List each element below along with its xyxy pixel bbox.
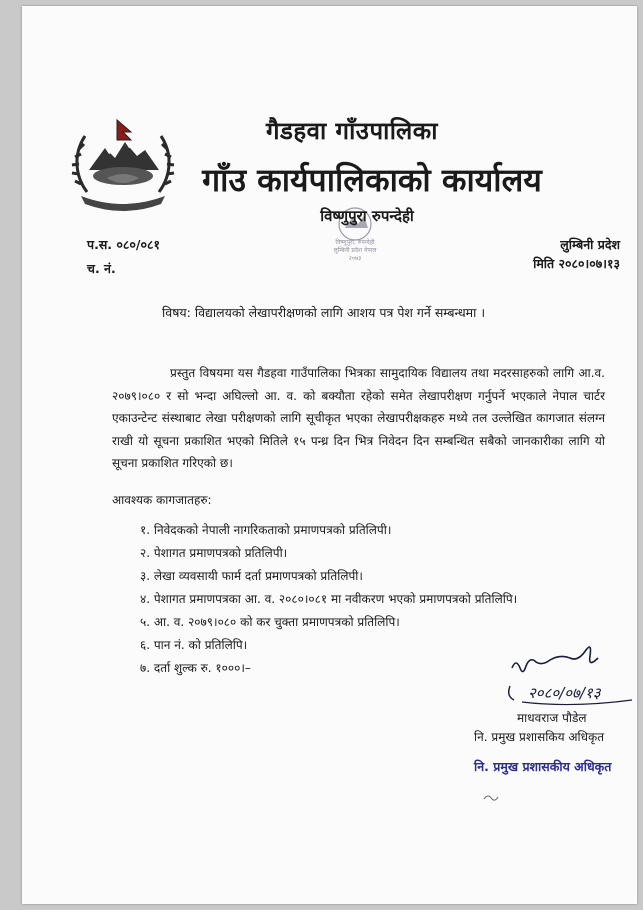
letter-date: मिति २०८०।०७।१३ <box>533 256 620 271</box>
subject-line: विषय: विद्यालयको लेखापरीक्षणको लागि आशय पत्र पेश गर्ने सम्बन्धमा । <box>162 305 486 320</box>
document-page <box>22 6 637 904</box>
seal-line-2: लुम्बिनी प्रदेश नेपाल <box>333 247 377 254</box>
pen-mark <box>482 791 500 803</box>
svg-text:•••: ••• <box>118 201 128 207</box>
province: लुम्बिनी प्रदेश <box>560 237 620 252</box>
seal-line-3: २०७३ <box>348 255 362 262</box>
signatory-designation: नि. प्रमुख प्रशासकिय अधिकृत <box>474 730 605 744</box>
list-item: १. निवेदकको नेपाली नागरिकताको प्रमाणपत्रको प्रतिलिपी। <box>140 523 392 537</box>
requirements-title: आवश्यक कागजातहरु: <box>112 493 212 507</box>
list-item: ७. दर्ता शुल्क रु. १०००।– <box>140 661 251 675</box>
office-address: विष्णुपुरा रुपन्देही <box>320 207 414 225</box>
office-name: गाँउ कार्यपालिकाको कार्यालय <box>202 161 542 199</box>
signature-icon <box>492 646 642 708</box>
signatory-name: माधवराज पौडेल <box>517 711 587 725</box>
reference-number: प.स. ०८०/०८१ <box>87 237 160 252</box>
nepal-emblem-icon <box>67 114 179 214</box>
seal-line-1: विष्णुपुरा, रुपन्देही <box>335 239 375 246</box>
body-text: प्रस्तुत विषयमा यस गैडहवा गाउँपालिका भित्रका सामुदायिक विद्यालय तथा मदरसाहरुको लागि आ.व. २०७९।०८० र सो भन्दा अघिल्लो आ. व. को बक्यौता रहेको समेत लेखापरीक्षण गर्नुपर्ने भएकाले नेपाल चार्टर एकाउन्टेन्ट संस्थाबाट लेखा परीक्षणको लागि सूचीकृत भएका लेखापरीक्षकहरु मध्ये तल उल्लेखित कागजात संलग्न राखी यो सूचना प्रकाशित भएको मितिले १५ पन्ध्र दिन भित्र निवेदन दिन सम्बन्धित सबैको जानकारीका लागि यो सूचना प्रकाशित गरिएको छ। <box>112 366 605 471</box>
list-item: ५. आ. व. २०७९।०८० को कर चुक्ता प्रमाणपत्रको प्रतिलिपि। <box>140 615 400 629</box>
dispatch-number: च. नं. <box>87 261 116 276</box>
designation-stamp: नि. प्रमुख प्रशासकीय अधिकृत <box>474 759 612 774</box>
requirements-list <box>140 519 517 680</box>
list-item: ४. पेशागत प्रमाणपत्रका आ. व. २०८०।०८१ मा नवीकरण भएको प्रमाणपत्रको प्रतिलिपि। <box>140 592 518 606</box>
list-item: ६. पान नं. को प्रतिलिपि। <box>140 638 248 652</box>
signature-date: २०८०/०७/१३ <box>528 684 601 702</box>
organization-name: गैडहवा गाँउपालिका <box>266 117 438 145</box>
body-paragraph <box>112 362 605 475</box>
list-item: २. पेशागत प्रमाणपत्रको प्रतिलिपी। <box>140 546 288 560</box>
list-item: ३. लेखा व्यवसायी फार्म दर्ता प्रमाणपत्रको प्रतिलिपी। <box>140 569 363 583</box>
